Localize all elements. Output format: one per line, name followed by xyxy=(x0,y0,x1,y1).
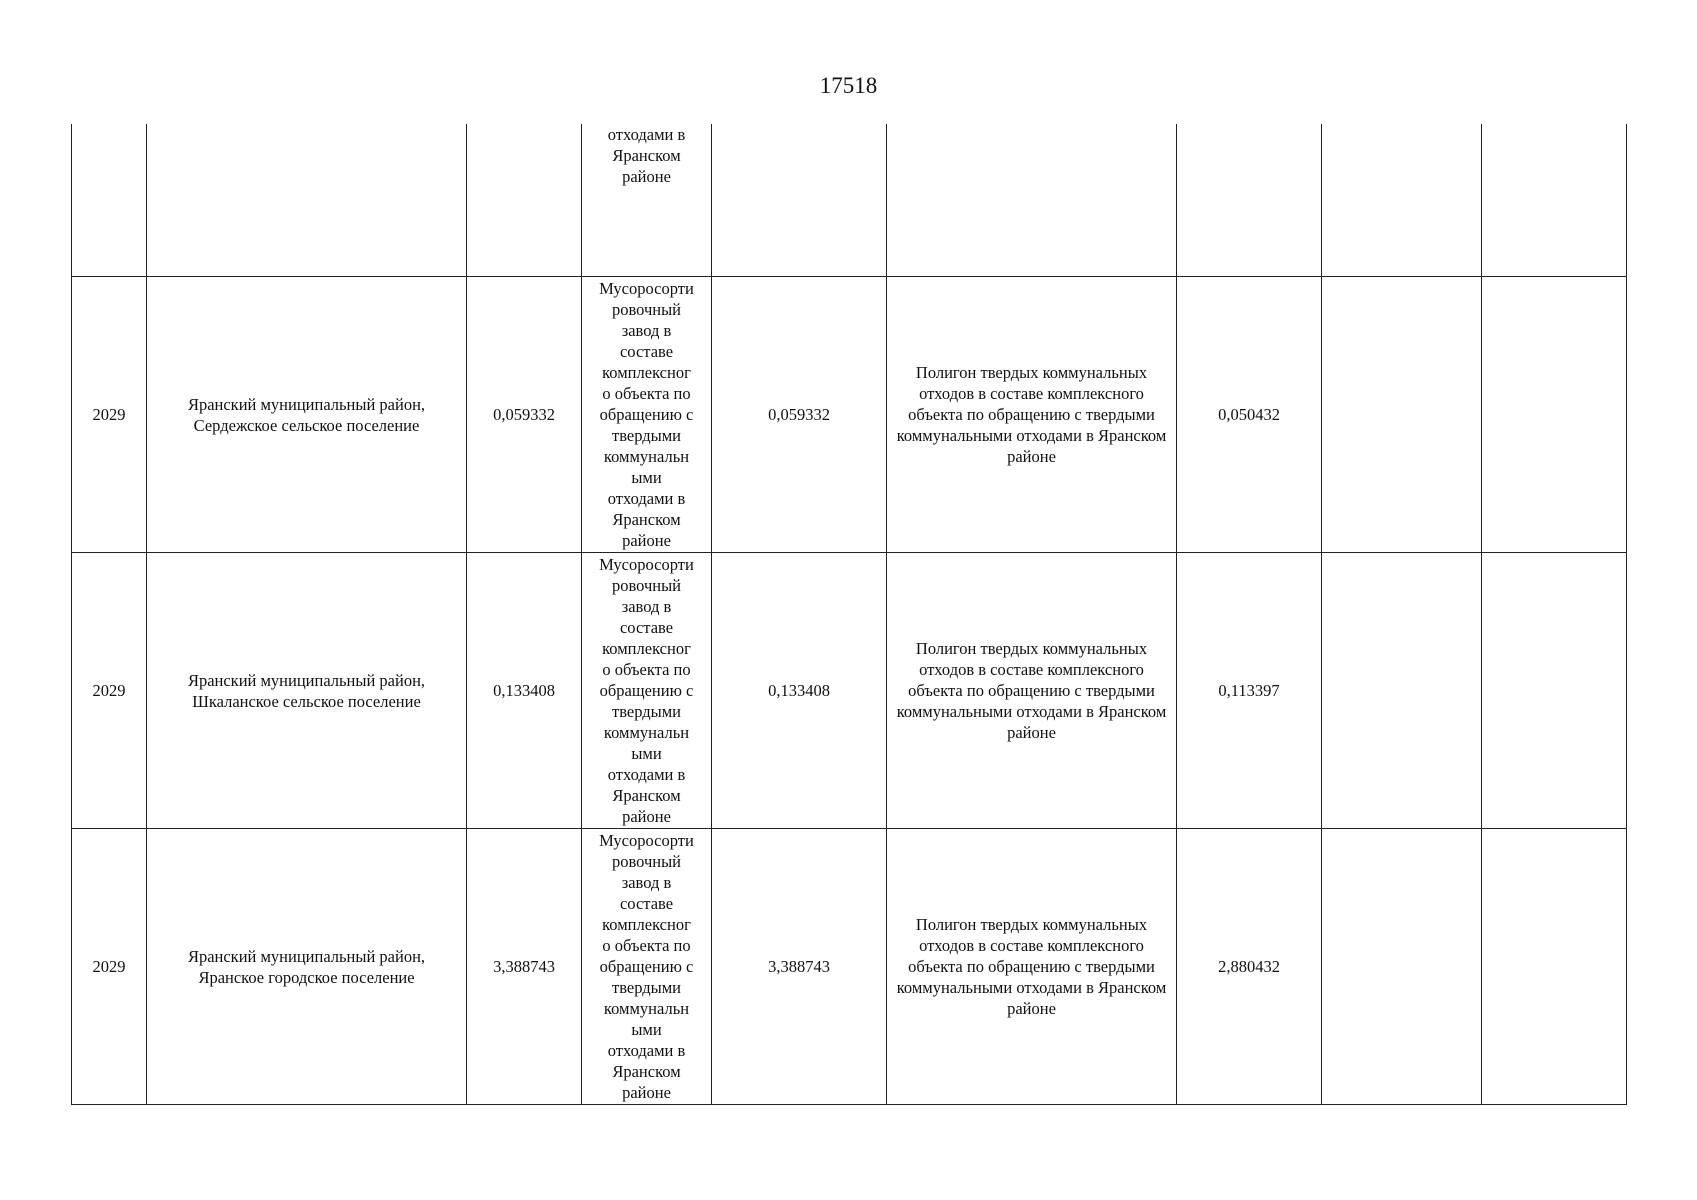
disposal-volume-cell xyxy=(1177,277,1322,553)
table-row xyxy=(72,829,1627,1105)
territory-cell xyxy=(147,124,467,277)
table-row-continued xyxy=(72,124,1627,277)
disposal-volume-cell xyxy=(1177,553,1322,829)
volume-text: 0,059332 xyxy=(493,405,555,424)
disposal-facility-text: Полигон твердых коммунальных отходов в составе комплексного объекта по обращению с твердыми коммунальными отходами в Яранском районе xyxy=(896,363,1167,466)
empty-cell xyxy=(1322,124,1482,277)
territory-text: Яранский муниципальный район, Сердежское сельское поселение xyxy=(187,394,426,435)
table-row xyxy=(72,553,1627,829)
facility-text: Мусоросорти ровочный завод в составе комплексног о объекта по обращению с твердыми коммунальн ыми отходами в Яранском районе xyxy=(599,279,694,550)
facility-text: отходами в Яранском районе xyxy=(607,125,686,186)
volume-to-facility-text: 0,059332 xyxy=(768,405,830,424)
territory-text: Яранский муниципальный район, Шкаланское сельское поселение xyxy=(187,670,426,711)
volume-to-facility-text: 3,388743 xyxy=(768,957,830,976)
year-cell xyxy=(72,124,147,277)
disposal-facility-text: Полигон твердых коммунальных отходов в составе комплексного объекта по обращению с твердыми коммунальными отходами в Яранском районе xyxy=(896,639,1167,742)
table-row xyxy=(72,277,1627,553)
page-number: 17518 xyxy=(819,73,878,98)
facility-cell xyxy=(582,553,712,829)
disposal-volume-text: 2,880432 xyxy=(1218,957,1280,976)
volume-cell xyxy=(467,553,582,829)
empty-cell xyxy=(1482,829,1627,1105)
facility-text: Мусоросорти ровочный завод в составе комплексног о объекта по обращению с твердыми коммунальн ыми отходами в Яранском районе xyxy=(599,831,694,1102)
volume-text: 3,388743 xyxy=(493,957,555,976)
volume-to-facility-cell xyxy=(712,124,887,277)
empty-cell xyxy=(1482,124,1627,277)
volume-to-facility-cell xyxy=(712,277,887,553)
disposal-facility-text: Полигон твердых коммунальных отходов в составе комплексного объекта по обращению с твердыми коммунальными отходами в Яранском районе xyxy=(896,915,1167,1018)
empty-cell xyxy=(1482,553,1627,829)
disposal-volume-text: 0,113397 xyxy=(1218,681,1280,700)
volume-cell xyxy=(467,277,582,553)
year-cell xyxy=(72,277,147,553)
territory-cell xyxy=(147,829,467,1105)
volume-to-facility-text: 0,133408 xyxy=(768,681,830,700)
volume-to-facility-cell xyxy=(712,553,887,829)
volume-text: 0,133408 xyxy=(493,681,555,700)
territory-cell xyxy=(147,277,467,553)
year-text: 2029 xyxy=(92,405,126,424)
territory-cell xyxy=(147,553,467,829)
disposal-facility-cell xyxy=(887,829,1177,1105)
volume-cell xyxy=(467,829,582,1105)
volume-cell xyxy=(467,124,582,277)
disposal-volume-cell xyxy=(1177,829,1322,1105)
disposal-facility-cell xyxy=(887,277,1177,553)
year-cell xyxy=(72,829,147,1105)
empty-cell xyxy=(1322,553,1482,829)
facility-text: Мусоросорти ровочный завод в составе комплексног о объекта по обращению с твердыми коммунальн ыми отходами в Яранском районе xyxy=(599,555,694,826)
disposal-volume-text: 0,050432 xyxy=(1218,405,1280,424)
waste-flow-table xyxy=(71,124,1627,1105)
facility-cell xyxy=(582,829,712,1105)
disposal-volume-cell xyxy=(1177,124,1322,277)
year-cell xyxy=(72,553,147,829)
facility-cell xyxy=(582,124,712,277)
disposal-facility-cell xyxy=(887,124,1177,277)
disposal-facility-cell xyxy=(887,553,1177,829)
empty-cell xyxy=(1322,277,1482,553)
facility-cell xyxy=(582,277,712,553)
empty-cell xyxy=(1322,829,1482,1105)
year-text: 2029 xyxy=(92,957,126,976)
empty-cell xyxy=(1482,277,1627,553)
territory-text: Яранский муниципальный район, Яранское городское поселение xyxy=(187,946,426,987)
year-text: 2029 xyxy=(92,681,126,700)
volume-to-facility-cell xyxy=(712,829,887,1105)
